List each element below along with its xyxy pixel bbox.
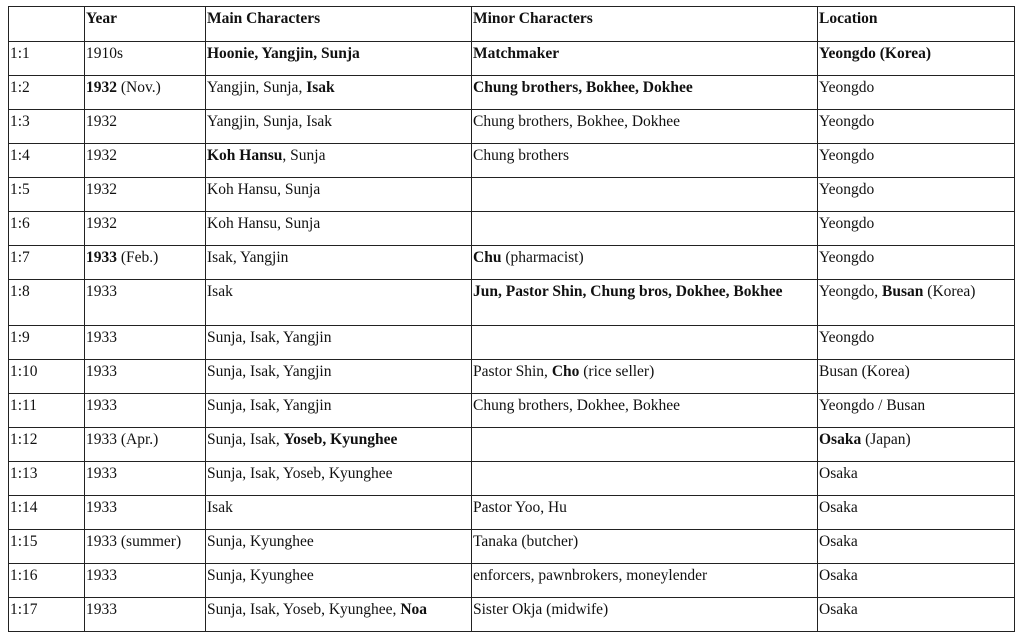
- text-segment: (Korea): [923, 283, 976, 300]
- cell-main-characters: [206, 564, 472, 598]
- cell-minor-characters: [472, 496, 818, 530]
- text-segment: Sunja, Kyunghee: [207, 567, 314, 584]
- cell-chapter: 1:10: [9, 360, 85, 394]
- cell-year: [85, 144, 206, 178]
- table-row: [9, 326, 1015, 360]
- cell-minor-characters: [472, 394, 818, 428]
- text-segment: Osaka: [819, 567, 858, 584]
- cell-minor-characters: [472, 42, 818, 76]
- text-segment: Busan: [882, 283, 924, 300]
- cell-chapter: 1:6: [9, 212, 85, 246]
- cell-minor-characters: [472, 462, 818, 496]
- cell-minor-characters: [472, 598, 818, 632]
- cell-minor-characters: [472, 530, 818, 564]
- text-segment: 1932: [86, 113, 117, 130]
- text-segment: Isak, Yangjin: [207, 249, 289, 266]
- cell-chapter: 1:13: [9, 462, 85, 496]
- cell-year: [85, 428, 206, 462]
- cell-minor-characters: [472, 76, 818, 110]
- cell-minor-characters: [472, 212, 818, 246]
- text-segment: 1933: [86, 249, 117, 266]
- text-segment: (Nov.): [117, 79, 161, 96]
- cell-year: [85, 326, 206, 360]
- cell-main-characters: [206, 394, 472, 428]
- text-segment: 1933 (Apr.): [86, 431, 159, 448]
- table-row: [9, 360, 1015, 394]
- text-segment: 1933: [86, 601, 117, 618]
- cell-main-characters: [206, 530, 472, 564]
- cell-year: [85, 564, 206, 598]
- cell-minor-characters: [472, 360, 818, 394]
- cell-minor-characters: [472, 326, 818, 360]
- cell-main-characters: [206, 462, 472, 496]
- cell-minor-characters: [472, 564, 818, 598]
- cell-year: [85, 212, 206, 246]
- header-location: Location: [818, 7, 1015, 42]
- text-segment: 1910s: [86, 45, 124, 62]
- table-row: [9, 564, 1015, 598]
- table-row: [9, 76, 1015, 110]
- cell-chapter: 1:17: [9, 598, 85, 632]
- cell-main-characters: [206, 428, 472, 462]
- cell-main-characters: [206, 76, 472, 110]
- text-segment: Yeongdo: [819, 329, 875, 346]
- cell-year: [85, 280, 206, 326]
- text-segment: Koh Hansu, Sunja: [207, 181, 321, 198]
- header-main-characters: Main Characters: [206, 7, 472, 42]
- text-segment: Chung brothers, Dokhee, Bokhee: [473, 397, 681, 414]
- cell-location: [818, 428, 1015, 462]
- chapter-chart-table: [8, 6, 1015, 632]
- text-segment: Pastor Yoo, Hu: [473, 499, 567, 516]
- text-segment: 1932: [86, 147, 117, 164]
- text-segment: 1932: [86, 79, 117, 96]
- header-chapter: [9, 7, 85, 42]
- cell-location: [818, 144, 1015, 178]
- table-row: [9, 280, 1015, 326]
- text-segment: Yeongdo,: [819, 283, 883, 300]
- cell-location: [818, 42, 1015, 76]
- cell-chapter: 1:9: [9, 326, 85, 360]
- cell-location: [818, 462, 1015, 496]
- text-segment: Sunja, Isak,: [207, 431, 284, 448]
- text-segment: Koh Hansu: [207, 147, 283, 164]
- table-row: [9, 462, 1015, 496]
- cell-chapter: 1:7: [9, 246, 85, 280]
- text-segment: 1933: [86, 397, 117, 414]
- cell-location: [818, 326, 1015, 360]
- text-segment: (pharmacist): [501, 249, 584, 266]
- text-segment: Tanaka (butcher): [473, 533, 579, 550]
- text-segment: 1933: [86, 329, 117, 346]
- cell-location: [818, 280, 1015, 326]
- text-segment: Yeongdo: [819, 113, 875, 130]
- cell-year: [85, 462, 206, 496]
- cell-chapter: 1:2: [9, 76, 85, 110]
- cell-main-characters: [206, 144, 472, 178]
- table-row: [9, 598, 1015, 632]
- text-segment: Osaka: [819, 499, 858, 516]
- header-year: Year: [85, 7, 206, 42]
- table-row: [9, 428, 1015, 462]
- cell-year: [85, 360, 206, 394]
- cell-minor-characters: [472, 246, 818, 280]
- cell-year: [85, 530, 206, 564]
- cell-minor-characters: [472, 280, 818, 326]
- cell-main-characters: [206, 212, 472, 246]
- text-segment: 1932: [86, 181, 117, 198]
- cell-location: [818, 178, 1015, 212]
- table-row: [9, 178, 1015, 212]
- cell-minor-characters: [472, 110, 818, 144]
- cell-minor-characters: [472, 178, 818, 212]
- text-segment: Osaka: [819, 431, 862, 448]
- cell-minor-characters: [472, 144, 818, 178]
- cell-location: [818, 530, 1015, 564]
- text-segment: Sunja, Isak, Yangjin: [207, 329, 332, 346]
- cell-location: [818, 394, 1015, 428]
- text-segment: (Feb.): [117, 249, 159, 266]
- text-segment: Isak: [207, 283, 233, 300]
- text-segment: Sunja, Isak, Yoseb, Kyunghee: [207, 465, 393, 482]
- text-segment: Chu: [473, 249, 502, 266]
- text-segment: (rice seller): [579, 363, 655, 380]
- text-segment: 1932: [86, 215, 117, 232]
- cell-chapter: 1:14: [9, 496, 85, 530]
- text-segment: 1933 (summer): [86, 533, 182, 550]
- table-row: [9, 42, 1015, 76]
- text-segment: 1933: [86, 363, 117, 380]
- text-segment: Chung brothers, Bokhee, Dokhee: [473, 79, 693, 96]
- table-row: [9, 530, 1015, 564]
- table-row: [9, 110, 1015, 144]
- cell-location: [818, 212, 1015, 246]
- cell-location: [818, 598, 1015, 632]
- cell-chapter: 1:3: [9, 110, 85, 144]
- text-segment: , Sunja: [282, 147, 326, 164]
- text-segment: Yangjin, Sunja,: [207, 79, 307, 96]
- table-row: [9, 394, 1015, 428]
- cell-chapter: 1:15: [9, 530, 85, 564]
- text-segment: enforcers, pawnbrokers, moneylender: [473, 567, 708, 584]
- cell-main-characters: [206, 280, 472, 326]
- text-segment: Osaka: [819, 465, 858, 482]
- text-segment: 1933: [86, 567, 117, 584]
- table-header-row: [9, 7, 1015, 42]
- table-body: [9, 42, 1015, 632]
- table-row: [9, 246, 1015, 280]
- text-segment: Chung brothers, Bokhee, Dokhee: [473, 113, 681, 130]
- cell-main-characters: [206, 42, 472, 76]
- cell-year: [85, 246, 206, 280]
- text-segment: Isak: [306, 79, 335, 96]
- text-segment: (Japan): [861, 431, 911, 448]
- cell-chapter: 1:16: [9, 564, 85, 598]
- text-segment: Jun, Pastor Shin, Chung bros, Dokhee, Bokhee: [473, 283, 783, 300]
- cell-chapter: 1:11: [9, 394, 85, 428]
- text-segment: Yeongdo: [819, 181, 875, 198]
- text-segment: Yeongdo: [819, 215, 875, 232]
- cell-location: [818, 76, 1015, 110]
- cell-main-characters: [206, 178, 472, 212]
- text-segment: Hoonie, Yangjin, Sunja: [207, 45, 360, 62]
- text-segment: Sunja, Kyunghee: [207, 533, 314, 550]
- text-segment: Yeongdo: [819, 249, 875, 266]
- cell-location: [818, 110, 1015, 144]
- cell-chapter: 1:12: [9, 428, 85, 462]
- text-segment: Isak: [207, 499, 233, 516]
- cell-year: [85, 76, 206, 110]
- text-segment: 1933: [86, 499, 117, 516]
- text-segment: Cho: [551, 363, 580, 380]
- cell-location: [818, 564, 1015, 598]
- cell-chapter: 1:5: [9, 178, 85, 212]
- cell-year: [85, 42, 206, 76]
- text-segment: Pastor Shin,: [473, 363, 552, 380]
- cell-main-characters: [206, 360, 472, 394]
- text-segment: Yeongdo: [819, 79, 875, 96]
- cell-year: [85, 394, 206, 428]
- cell-year: [85, 496, 206, 530]
- cell-main-characters: [206, 110, 472, 144]
- table-row: [9, 144, 1015, 178]
- table-row: [9, 212, 1015, 246]
- text-segment: Busan (Korea): [819, 363, 910, 380]
- text-segment: Chung brothers: [473, 147, 570, 164]
- text-segment: Yeongdo: [819, 147, 875, 164]
- cell-main-characters: [206, 598, 472, 632]
- text-segment: Koh Hansu, Sunja: [207, 215, 321, 232]
- cell-minor-characters: [472, 428, 818, 462]
- text-segment: 1933: [86, 283, 117, 300]
- cell-year: [85, 598, 206, 632]
- text-segment: 1933: [86, 465, 117, 482]
- text-segment: Yeongdo / Busan: [819, 397, 926, 414]
- text-segment: Sunja, Isak, Yangjin: [207, 363, 332, 380]
- cell-main-characters: [206, 246, 472, 280]
- cell-location: [818, 246, 1015, 280]
- cell-location: [818, 360, 1015, 394]
- text-segment: Noa: [400, 601, 428, 618]
- text-segment: Sunja, Isak, Yoseb, Kyunghee,: [207, 601, 401, 618]
- table-row: [9, 496, 1015, 530]
- text-segment: Yoseb, Kyunghee: [283, 431, 398, 448]
- cell-main-characters: [206, 326, 472, 360]
- text-segment: Sister Okja (midwife): [473, 601, 609, 618]
- cell-location: [818, 496, 1015, 530]
- cell-year: [85, 110, 206, 144]
- cell-chapter: 1:1: [9, 42, 85, 76]
- cell-main-characters: [206, 496, 472, 530]
- cell-year: [85, 178, 206, 212]
- text-segment: Yeongdo (Korea): [819, 45, 932, 62]
- header-minor-characters: Minor Characters: [472, 7, 818, 42]
- text-segment: Osaka: [819, 601, 858, 618]
- text-segment: Matchmaker: [473, 45, 560, 62]
- text-segment: Osaka: [819, 533, 858, 550]
- text-segment: Sunja, Isak, Yangjin: [207, 397, 332, 414]
- cell-chapter: 1:8: [9, 280, 85, 326]
- text-segment: Yangjin, Sunja, Isak: [207, 113, 333, 130]
- cell-chapter: 1:4: [9, 144, 85, 178]
